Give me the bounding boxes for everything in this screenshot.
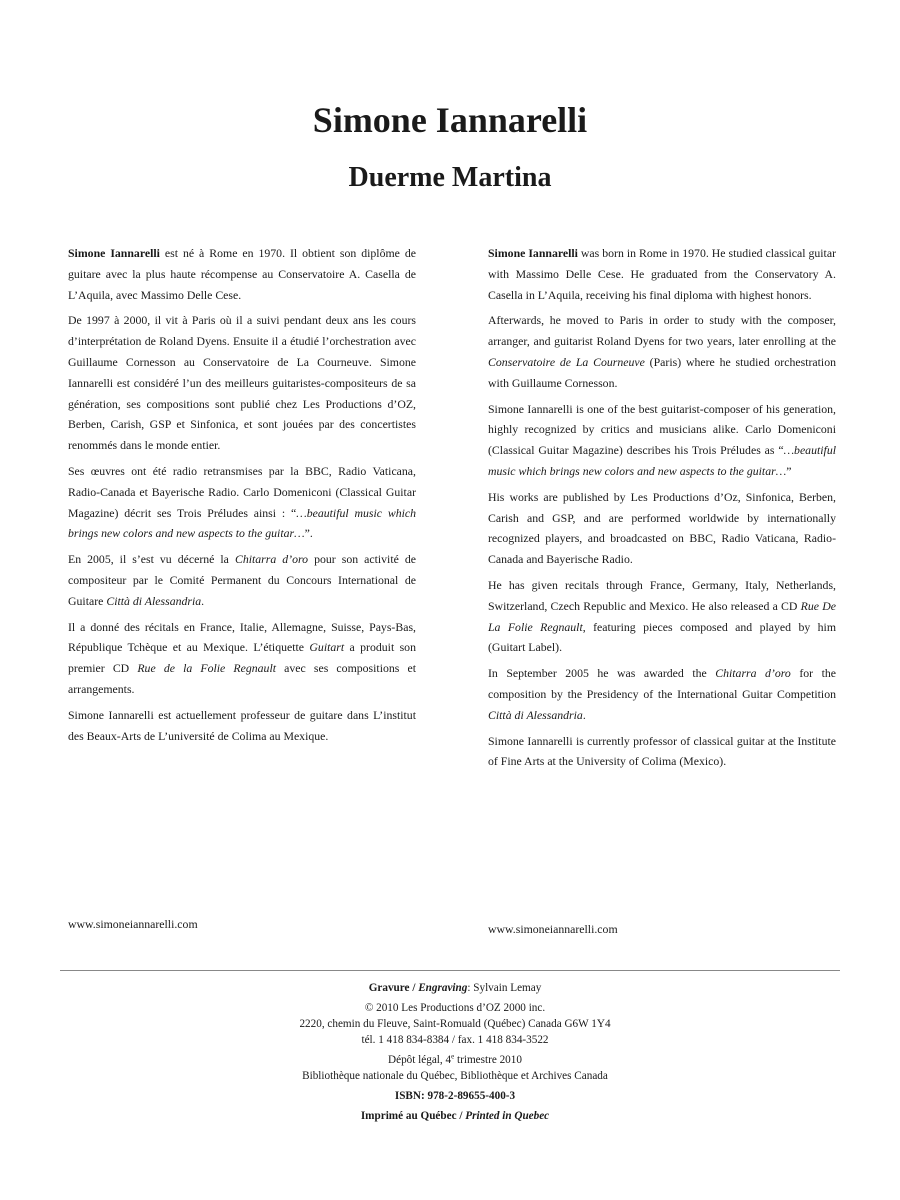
fr-competition: Città di Alessandria: [106, 593, 202, 608]
en-p1-text: was born in Rome in 1970. He studied classical guitar with Massimo Delle Cese. He graduated from the Conservatory A. Casella in L’Aquila, receiving his final diploma with highest honors.: [488, 246, 836, 302]
legal-deposit: [0, 1052, 900, 1084]
fr-paragraph-2: De 1997 à 2000, il vit à Paris où il a suivi pendant deux ans les cours d’interprétation de Roland Dyens. Ensuite il a étudié l’orchestration avec Guillaume Cornesson au Conservatoire de La Courneuve. Simone Iannarelli est considéré l’un des meilleurs guitaristes-compositeurs de sa génération, ses compositions sont publié chez Les Productions d’OZ, Berben, Carish, GSP et Sinfonica, et sont jouées par des concertistes renommés dans le monde entier.: [68, 313, 416, 453]
french-biography: [68, 243, 416, 751]
en-paragraph-6: [488, 663, 836, 725]
en-p2-text: Afterwards, he moved to Paris in order to study with the composer, arranger, and guitarist Roland Dyens for two years, later enrolling at the: [488, 313, 836, 349]
fr-paragraph-3: [68, 461, 416, 544]
fr-label: Guitart: [309, 640, 345, 655]
printed-fr: Imprimé au Québec: [360, 1110, 457, 1122]
engraving-label-en: Engraving: [418, 982, 468, 994]
publisher-address: 2220, chemin du Fleuve, Saint-Romuald (Québec) Canada G6W 1Y4: [299, 1018, 611, 1030]
fr-p5-text: Il a donné des récitals en France, Italie, Allemagne, Suisse, Pays-Bas, République Tchèque et au Mexique. L’étiquette: [68, 619, 416, 655]
en-p5-text: He has given recitals through France, Germany, Italy, Netherlands, Switzerland, Czech Republic and Mexico. He also released a CD: [488, 577, 836, 613]
printed-en: Printed in Quebec: [465, 1110, 550, 1122]
printed-in: [0, 1108, 900, 1124]
en-website-link[interactable]: www.simoneiannarelli.com: [488, 922, 618, 936]
en-award: Chitarra d’oro: [715, 666, 791, 681]
fr-quote: …beautiful music which brings new colors and new aspects to the guitar…: [68, 505, 417, 541]
fr-paragraph-5: [68, 617, 416, 700]
engraver-name: : Sylvain Lemay: [467, 982, 542, 994]
divider: [60, 970, 840, 971]
en-p6-end: .: [582, 707, 586, 722]
fr-website-link[interactable]: www.simoneiannarelli.com: [68, 917, 198, 931]
en-p2-end: (Paris) where he studied orchestration with Guillaume Cornesson.: [488, 354, 836, 390]
fr-paragraph-4: [68, 549, 416, 611]
fr-p5-end: avec ses compositions et arrangements.: [68, 661, 417, 696]
en-paragraph-5: [488, 575, 836, 658]
copyright: © 2010 Les Productions d’OZ 2000 inc.: [364, 1002, 546, 1014]
publisher-phone: tél. 1 418 834-8384 / fax. 1 418 834-3522: [361, 1034, 549, 1046]
fr-paragraph-6: Simone Iannarelli est actuellement professeur de guitare dans L’institut des Beaux-Arts de L’université de Colima au Mexique.: [68, 707, 416, 743]
publisher-block: [0, 1000, 900, 1048]
en-p3-text: Simone Iannarelli is one of the best guitarist-composer of his generation, highly recognized by critics and musicians alike. Carlo Domeniconi (Classical Guitar Magazine) describes his Trois Préludes as “: [488, 401, 836, 458]
en-competition: Città di Alessandria: [488, 707, 583, 722]
isbn: ISBN: 978-2-89655-400-3: [394, 1090, 516, 1102]
legal-sup: e: [451, 1052, 455, 1061]
en-paragraph-3: [488, 399, 836, 482]
legal-deposit-line: [0, 1052, 900, 1068]
fr-p4-text: En 2005, il s’est vu décerné la: [68, 552, 235, 567]
fr-p3-end: ”.: [304, 526, 313, 541]
piece-title: Duerme Martina: [348, 162, 552, 193]
english-biography: [488, 243, 836, 777]
en-paragraph-4: His works are published by Les Productions d’Oz, Sinfonica, Berben, Carish and GSP, and are performed worldwide by internationally recognized players, and broadcasted on BBC, Radio Vaticana, Radio-Canada and Bayerische Radio.: [488, 489, 836, 567]
fr-p5-text-2: a produit son premier CD: [68, 640, 416, 676]
fr-p4-end: .: [201, 593, 205, 608]
en-name: Simone Iannarelli: [488, 246, 578, 260]
engraving-sep: /: [409, 982, 419, 994]
fr-p4-text-2: pour son activité de compositeur par le Comité Permanent du Concours International de Guitare: [68, 552, 417, 608]
library-line: Bibliothèque nationale du Québec, Bibliothèque et Archives Canada: [302, 1070, 608, 1082]
engraving-credit: [0, 980, 900, 996]
legal-text-2: trimestre 2010: [454, 1054, 522, 1066]
fr-p1-text: est né à Rome en 1970. Il obtient son diplôme de guitare avec la plus haute récompense au Conservatoire A. Casella de L’Aquila, avec Massimo Delle Cese.: [68, 246, 416, 302]
fr-cd-title: Rue de la Folie Regnault: [137, 661, 277, 676]
en-paragraph-7: Simone Iannarelli is currently professor of classical guitar at the Institute of Fine Arts at the University of Colima (Mexico).: [488, 733, 836, 769]
fr-p3-text: Ses œuvres ont été radio retransmises par la BBC, Radio Vaticana, Radio-Canada et Bayerische Radio. Carlo Domeniconi (Classical Guitar Magazine) décrit ses Trois Préludes ainsi : “: [68, 463, 416, 520]
en-paragraph-2: [488, 310, 836, 393]
en-paragraph-1: [488, 243, 836, 305]
colophon: [0, 980, 900, 1128]
en-p6-text: In September 2005 he was awarded the: [488, 666, 716, 681]
en-school: Conservatoire de La Courneuve: [488, 354, 645, 369]
en-p3-end: ”: [786, 463, 792, 478]
fr-award: Chitarra d’oro: [234, 552, 309, 567]
en-p5-end: , featuring pieces composed and played by him (Guitart Label).: [488, 619, 836, 655]
en-p6-text-2: for the composition by the Presidency of the International Guitar Competition: [488, 666, 837, 701]
fr-name: Simone Iannarelli: [68, 246, 160, 260]
printed-sep: /: [456, 1110, 466, 1122]
engraving-label-fr: Gravure: [368, 982, 410, 994]
en-quote: …beautiful music which brings new colors and new aspects to the guitar…: [488, 443, 836, 478]
fr-paragraph-1: [68, 243, 416, 305]
legal-text: Dépôt légal, 4: [388, 1054, 452, 1066]
composer-name: Simone Iannarelli: [312, 100, 588, 140]
en-cd-title: Rue De La Folie Regnault: [488, 598, 836, 634]
